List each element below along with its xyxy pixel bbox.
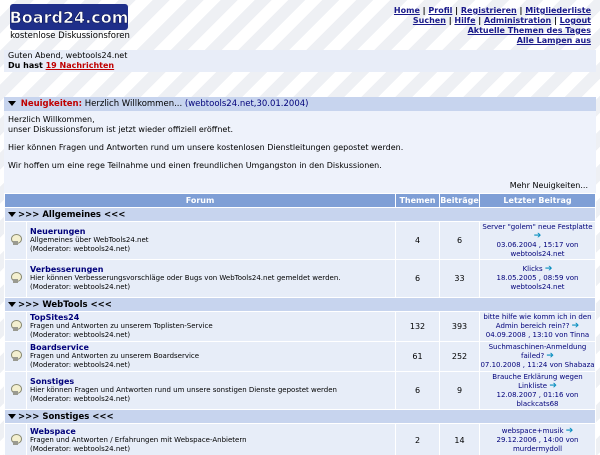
news-line-2: unser Diskussionsforum ist jetzt wieder offiziell eröffnet. — [8, 125, 233, 134]
news-title[interactable]: Herzlich Willkommen... — [84, 99, 183, 109]
nav-lampen-aus[interactable]: Alle Lampen aus — [516, 36, 591, 45]
last-post-user[interactable]: blackcats68 — [516, 399, 559, 408]
greeting-text: Guten Abend, webtools24.net — [8, 51, 128, 60]
last-post-user[interactable]: webtools24.net — [510, 283, 565, 291]
collapse-triangle-icon[interactable] — [8, 302, 16, 307]
nav-administration[interactable]: Administration — [484, 16, 552, 25]
last-post-date: 18.05.2005 , 08:59 von — [496, 274, 579, 282]
post-count: 252 — [440, 342, 480, 372]
col-topics: Themen — [396, 194, 440, 208]
lightbulb-icon — [11, 350, 20, 361]
col-last-post: Letzter Beitrag — [480, 194, 596, 208]
forum-desc: Hier können Fragen und Antworten rund um unsere sonstigen Dienste gepostet werden — [30, 386, 337, 394]
last-post-user[interactable]: murdermydoll — [512, 445, 563, 453]
collapse-triangle-icon[interactable] — [8, 414, 16, 419]
goto-arrow-icon[interactable]: ➔ — [546, 351, 554, 361]
top-navigation: Home | Profil | Registrieren | Mitgliederliste Suchen | Hilfe | Administration | Logout Aktuelle Themen des Tages Alle Lampen aus — [393, 6, 591, 45]
forum-table — [4, 193, 596, 455]
topic-count: 61 — [396, 342, 440, 372]
nav-mitgliederliste[interactable]: Mitgliederliste — [525, 6, 591, 15]
last-post-date: 12.08.2007 , 01:16 von — [496, 390, 579, 399]
table-row — [5, 222, 596, 260]
table-row — [5, 260, 596, 298]
board24-logo[interactable] — [10, 4, 128, 30]
forum-mod: (Moderator: webtools24.net) — [30, 361, 131, 369]
forum-desc: Fragen und Antworten zu unserem Toplisten-Service — [30, 322, 213, 330]
last-post-date: 04.09.2008 , 13:10 von Tinna — [485, 331, 590, 339]
category-name[interactable]: >>> Sonstiges <<< — [18, 411, 114, 422]
category-row — [5, 410, 596, 424]
table-row — [5, 372, 596, 410]
forum-desc: Fragen und Antworten zu unserem Boardservice — [30, 352, 200, 360]
forum-mod: (Moderator: webtools24.net) — [30, 395, 131, 403]
forum-desc: Hier können Verbesserungsvorschläge oder Bugs von WebTools24.net gemeldet werden. — [30, 274, 341, 282]
tagline: kostenlose Diskussionsforen — [10, 31, 130, 41]
nav-hilfe[interactable]: Hilfe — [454, 16, 476, 25]
forum-mod: (Moderator: webtools24.net) — [30, 445, 131, 453]
forum-name[interactable]: Webspace — [30, 427, 76, 436]
forum-name[interactable]: Sonstiges — [30, 377, 75, 386]
news-line-1: Herzlich Willkommen, — [8, 115, 95, 124]
forum-name[interactable]: Verbesserungen — [30, 265, 104, 274]
post-count: 6 — [440, 222, 480, 260]
lightbulb-icon — [11, 234, 20, 245]
last-post-date: 29.12.2006 , 14:00 von — [496, 436, 579, 444]
table-header — [5, 194, 596, 208]
last-post-title[interactable]: bitte hilfe wie komm ich in den Admin bereich rein?? — [483, 313, 592, 330]
news-body — [4, 111, 596, 193]
nav-suchen[interactable]: Suchen — [412, 16, 446, 25]
topic-count: 6 — [396, 372, 440, 410]
last-post-title[interactable]: Klicks — [522, 265, 543, 273]
topic-count: 4 — [396, 222, 440, 260]
goto-arrow-icon[interactable]: ➔ — [571, 321, 580, 331]
table-row — [5, 312, 596, 342]
post-count: 14 — [440, 424, 480, 455]
nav-profil[interactable]: Profil — [428, 6, 453, 15]
topic-count: 2 — [396, 424, 440, 455]
goto-arrow-icon[interactable]: ➔ — [533, 230, 542, 241]
svg-text:Board24.com: Board24.com — [10, 8, 128, 27]
goto-arrow-icon[interactable]: ➔ — [549, 380, 557, 391]
nav-registrieren[interactable]: Registrieren — [460, 6, 517, 15]
last-post-date: 03.06.2004 , 15:17 von — [496, 240, 579, 249]
category-name[interactable]: >>> WebTools <<< — [18, 299, 112, 310]
topic-count: 6 — [396, 260, 440, 298]
nav-logout[interactable]: Logout — [559, 16, 591, 25]
collapse-triangle-icon[interactable] — [8, 212, 16, 217]
last-post-user[interactable]: webtools24.net — [510, 249, 565, 258]
post-count: 9 — [440, 372, 480, 410]
messages-line: Du hast 19 Nachrichten — [8, 61, 115, 70]
post-count: 33 — [440, 260, 480, 298]
forum-name[interactable]: Boardservice — [30, 343, 89, 352]
greeting-bar — [4, 50, 596, 72]
forum-desc: Allgemeines über WebTools24.net — [30, 236, 149, 244]
table-row — [5, 342, 596, 372]
forum-name[interactable]: TopSites24 — [30, 313, 80, 322]
last-post-title[interactable]: Brauche Erklärung wegen Linkliste — [492, 372, 583, 390]
nav-home[interactable]: Home — [393, 6, 420, 15]
topic-count: 132 — [396, 312, 440, 342]
header — [0, 0, 600, 46]
col-posts: Beiträge — [440, 194, 480, 208]
last-post-title[interactable]: Suchmaschinen-Anmeldung failed? — [488, 343, 587, 360]
news-line-3: Hier können Fragen und Antworten rund um unsere kostenlosen Dienstleitungen gepostet werden. — [8, 143, 404, 152]
last-post-title[interactable]: webspace+musik — [501, 427, 564, 435]
category-row — [5, 208, 596, 222]
goto-arrow-icon[interactable]: ➔ — [544, 264, 553, 274]
forum-mod: (Moderator: webtools24.net) — [30, 283, 131, 291]
lightbulb-icon — [11, 272, 20, 283]
news-header — [4, 97, 596, 111]
lightbulb-icon — [11, 384, 20, 395]
news-line-4: Wir hoffen um eine rege Teilnahme und einen freundlichen Umgangston in den Diskussionen. — [8, 161, 382, 170]
lightbulb-icon — [11, 320, 20, 331]
last-post-date: 07.10.2008 , 11:24 von Shabaza — [480, 361, 595, 369]
category-row — [5, 298, 596, 312]
news-label: Neuigkeiten: — [20, 99, 83, 109]
nav-aktuelle-themen[interactable]: Aktuelle Themen des Tages — [467, 26, 591, 35]
forum-mod: (Moderator: webtools24.net) — [30, 245, 131, 253]
lightbulb-icon — [11, 434, 20, 445]
forum-desc: Fragen und Antworten / Erfahrungen mit Webspace-Anbietern — [30, 436, 247, 444]
news-meta: (webtools24.net,30.01.2004) — [184, 99, 309, 109]
collapse-triangle-icon[interactable] — [8, 101, 16, 106]
col-forum: Forum — [5, 194, 396, 208]
table-row — [5, 424, 596, 455]
post-count: 393 — [440, 312, 480, 342]
messages-link[interactable]: 19 Nachrichten — [45, 61, 115, 70]
goto-arrow-icon[interactable]: ➔ — [565, 426, 574, 436]
forum-mod: (Moderator: webtools24.net) — [30, 331, 131, 339]
category-name[interactable]: >>> Allgemeines <<< — [18, 209, 126, 220]
last-post-title[interactable]: Server "golem" neue Festplatte — [482, 222, 593, 231]
more-news-link[interactable]: Mehr Neuigkeiten... — [509, 181, 588, 190]
forum-name[interactable]: Neuerungen — [30, 227, 86, 236]
